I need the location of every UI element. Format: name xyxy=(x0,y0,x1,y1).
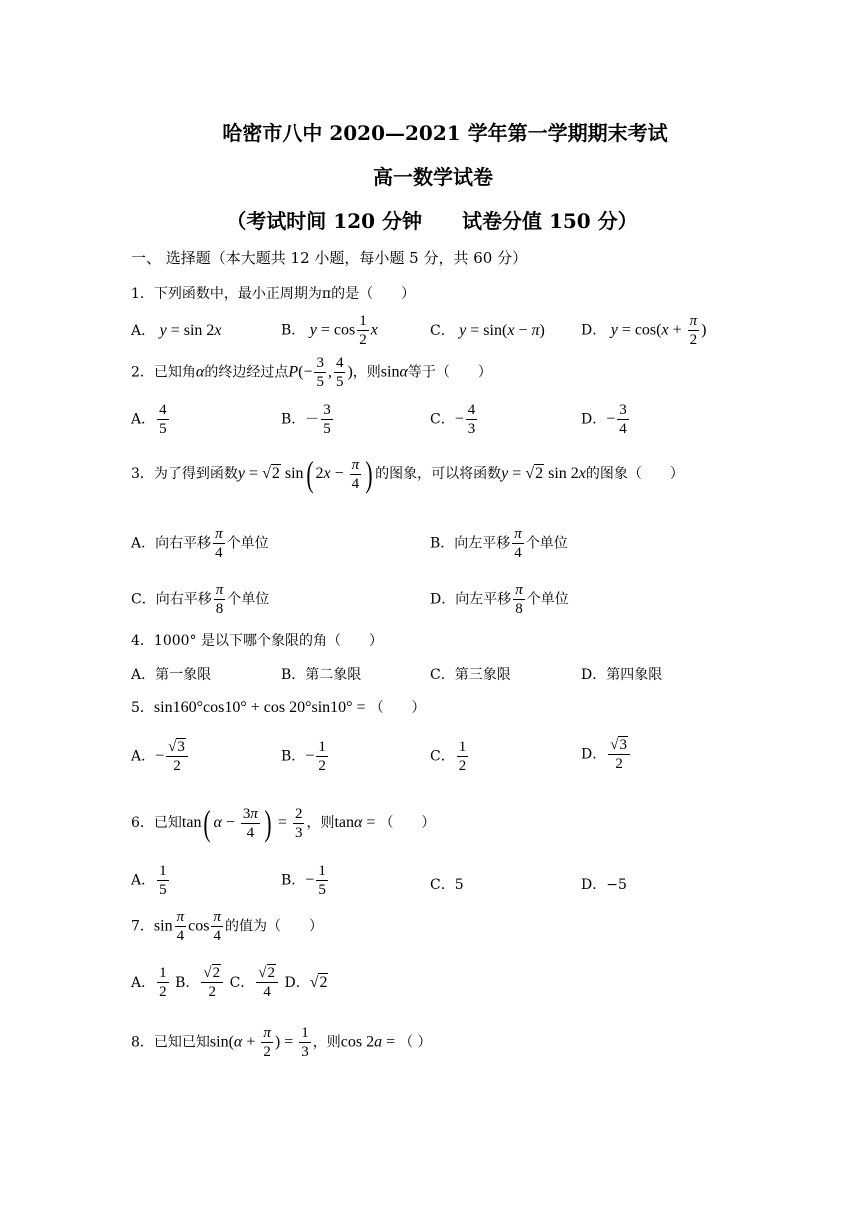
q1-option-c: C． y = sin(x − π) xyxy=(430,322,545,339)
question-3-stem: 3．为了得到函数y = √2 sin( 2x − $\frac{\pi}{4}$ ) 的图象，可以将函数y = √2 sin 2x的图象（ ） xyxy=(131,454,684,494)
question-4-stem: 4．1000° 是以下哪个象限的角（ ） xyxy=(131,633,383,649)
question-6-stem: 6．已知tan( α − $\frac{3\pi}{4}$ ) = $\frac{2}{3}$ ，则tanα = （ ） xyxy=(131,803,436,843)
exam-subject: 高一数学试卷 xyxy=(373,165,493,189)
q7-option-b: B． $\frac{√2}{2}$ xyxy=(175,975,225,991)
q6-option-c: C．5 xyxy=(430,877,464,893)
q2-option-b: B．－ $\frac{3}{5}$ xyxy=(281,402,331,437)
q6-option-a: A． $\frac{1}{5}$ xyxy=(131,863,167,898)
exam-title: 哈密市八中 2020—2021 学年第一学期期末考试 xyxy=(222,121,668,145)
q1-option-b: B． y = cos $\frac{1}{2}$ x xyxy=(281,313,378,348)
q7-options xyxy=(131,964,328,1001)
q2-option-a: A． $\frac{4}{5}$ xyxy=(131,402,167,437)
q7-option-d: D．√2 xyxy=(284,973,328,991)
section-heading: 一、 选择题（本大题共 12 小题，每小题 5 分，共 60 分） xyxy=(131,249,528,267)
question-7-stem: 7．sin $\frac{\pi}{4}$ cos $\frac{\pi}{4}$ 的值为（ ） xyxy=(131,909,323,944)
exam-time: （考试时间 120 分钟 xyxy=(226,209,422,233)
q3-option-b: B．向左平移 $\frac{\pi}{4}$ 个单位 xyxy=(430,526,568,561)
q5-option-b: B．− $\frac{1}{2}$ xyxy=(281,739,326,774)
q4-option-c: C．第三象限 xyxy=(430,667,511,683)
q2-option-d: D．− $\frac{3}{4}$ xyxy=(581,402,627,437)
q3-option-c: C．向右平移 $\frac{\pi}{8}$ 个单位 xyxy=(131,582,270,617)
q5-option-d: D． $\frac{√3}{2}$ xyxy=(581,736,632,773)
q3-option-a: A．向右平移 $\frac{\pi}{4}$ 个单位 xyxy=(131,526,269,561)
q6-option-d: D．−5 xyxy=(581,877,627,893)
q4-option-a: A．第一象限 xyxy=(131,667,212,683)
q1-option-a: A． y = sin 2x xyxy=(131,322,222,339)
question-5-stem: 5．sin160°cos10° + cos 20°sin10° = （ ） xyxy=(131,699,426,716)
q7-option-c: C． $\frac{√2}{4}$ xyxy=(230,975,280,991)
question-1-stem: 1．下列函数中，最小正周期为π的是（ ） xyxy=(131,286,416,302)
q2-option-c: C．− $\frac{4}{3}$ xyxy=(430,402,476,437)
exam-info xyxy=(0,205,860,234)
q5-option-c: C． $\frac{1}{2}$ xyxy=(430,739,467,774)
q4-option-d: D．第四象限 xyxy=(581,667,663,683)
question-8-stem: 8．已知已知sin(α + $\frac{\pi}{2}$ ) = $\frac{1}{3}$ ，则cos 2a = （ ） xyxy=(131,1025,432,1060)
exam-score: 试卷分值 150 分） xyxy=(462,209,638,233)
q7-option-a: A． $\frac{1}{2}$ xyxy=(131,965,167,1000)
q6-option-b: B．− $\frac{1}{5}$ xyxy=(281,863,326,898)
q1-option-d: D． y = cos(x + $\frac{\pi}{2}$ ) xyxy=(581,313,707,348)
q5-option-a: A．− $\frac{√3}{2}$ xyxy=(131,738,190,775)
question-2-stem: 2．已知角α的终边经过点P(− $\frac{3}{5}$ , $\frac{4}{5}$ )，则sinα等于（ ） xyxy=(131,355,492,390)
q3-option-d: D．向左平移 $\frac{\pi}{8}$ 个单位 xyxy=(430,582,569,617)
q4-option-b: B．第二象限 xyxy=(281,667,362,683)
